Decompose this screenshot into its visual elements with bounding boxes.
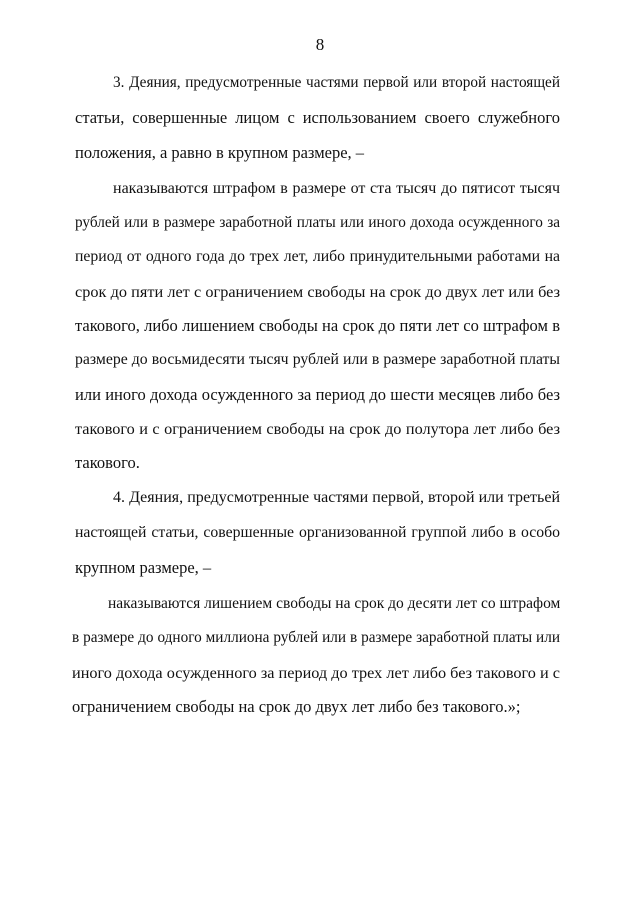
paragraph-2-line-3: период от одного года до трех лет, либо принудительными работами на [75,248,560,265]
paragraph-2-line-1: наказываются штрафом в размере от ста тысяч до пятисот тысяч [113,180,560,197]
page-number: 8 [315,35,325,54]
paragraph-2-line-2: рублей или в размере заработной платы или иного дохода осужденного за [75,214,560,231]
paragraph-3-line-2: настоящей статьи, совершенные организованной группой либо в особо [75,524,560,541]
paragraph-2-line-9: такового. [75,453,140,472]
paragraph-2-line-4: срок до пяти лет с ограничением свободы на срок до двух лет или без [75,283,560,301]
paragraph-2-line-8: такового и с ограничением свободы на срок до полутора лет либо без [75,420,560,438]
paragraph-4-line-2: в размере до одного миллиона рублей или в размере заработной платы или [72,629,560,646]
paragraph-2-line-5: такового, либо лишением свободы на срок до пяти лет со штрафом в [75,316,560,335]
paragraph-2-line-6: размере до восьмидесяти тысяч рублей или в размере заработной платы [75,351,560,368]
paragraph-1-line-2: статьи, совершенные лицом с использованием своего служебного [75,108,560,127]
paragraph-4-line-1: наказываются лишением свободы на срок до десяти лет со штрафом [108,595,561,612]
paragraph-1-line-3: положения, а равно в крупном размере, – [75,143,365,162]
paragraph-4-line-3: иного дохода осужденного за период до трех лет либо без такового и с [72,664,560,682]
paragraph-1-line-1: 3. Деяния, предусмотренные частями первой или второй настоящей [113,74,560,91]
paragraph-4-line-4: ограничением свободы на срок до двух лет либо без такового.»; [72,697,521,716]
paragraph-3-line-3: крупном размере, – [75,558,212,577]
paragraph-3-line-1: 4. Деяния, предусмотренные частями первой, второй или третьей [113,489,560,506]
paragraph-2-line-7: или иного дохода осужденного за период до шести месяцев либо без [75,385,560,404]
